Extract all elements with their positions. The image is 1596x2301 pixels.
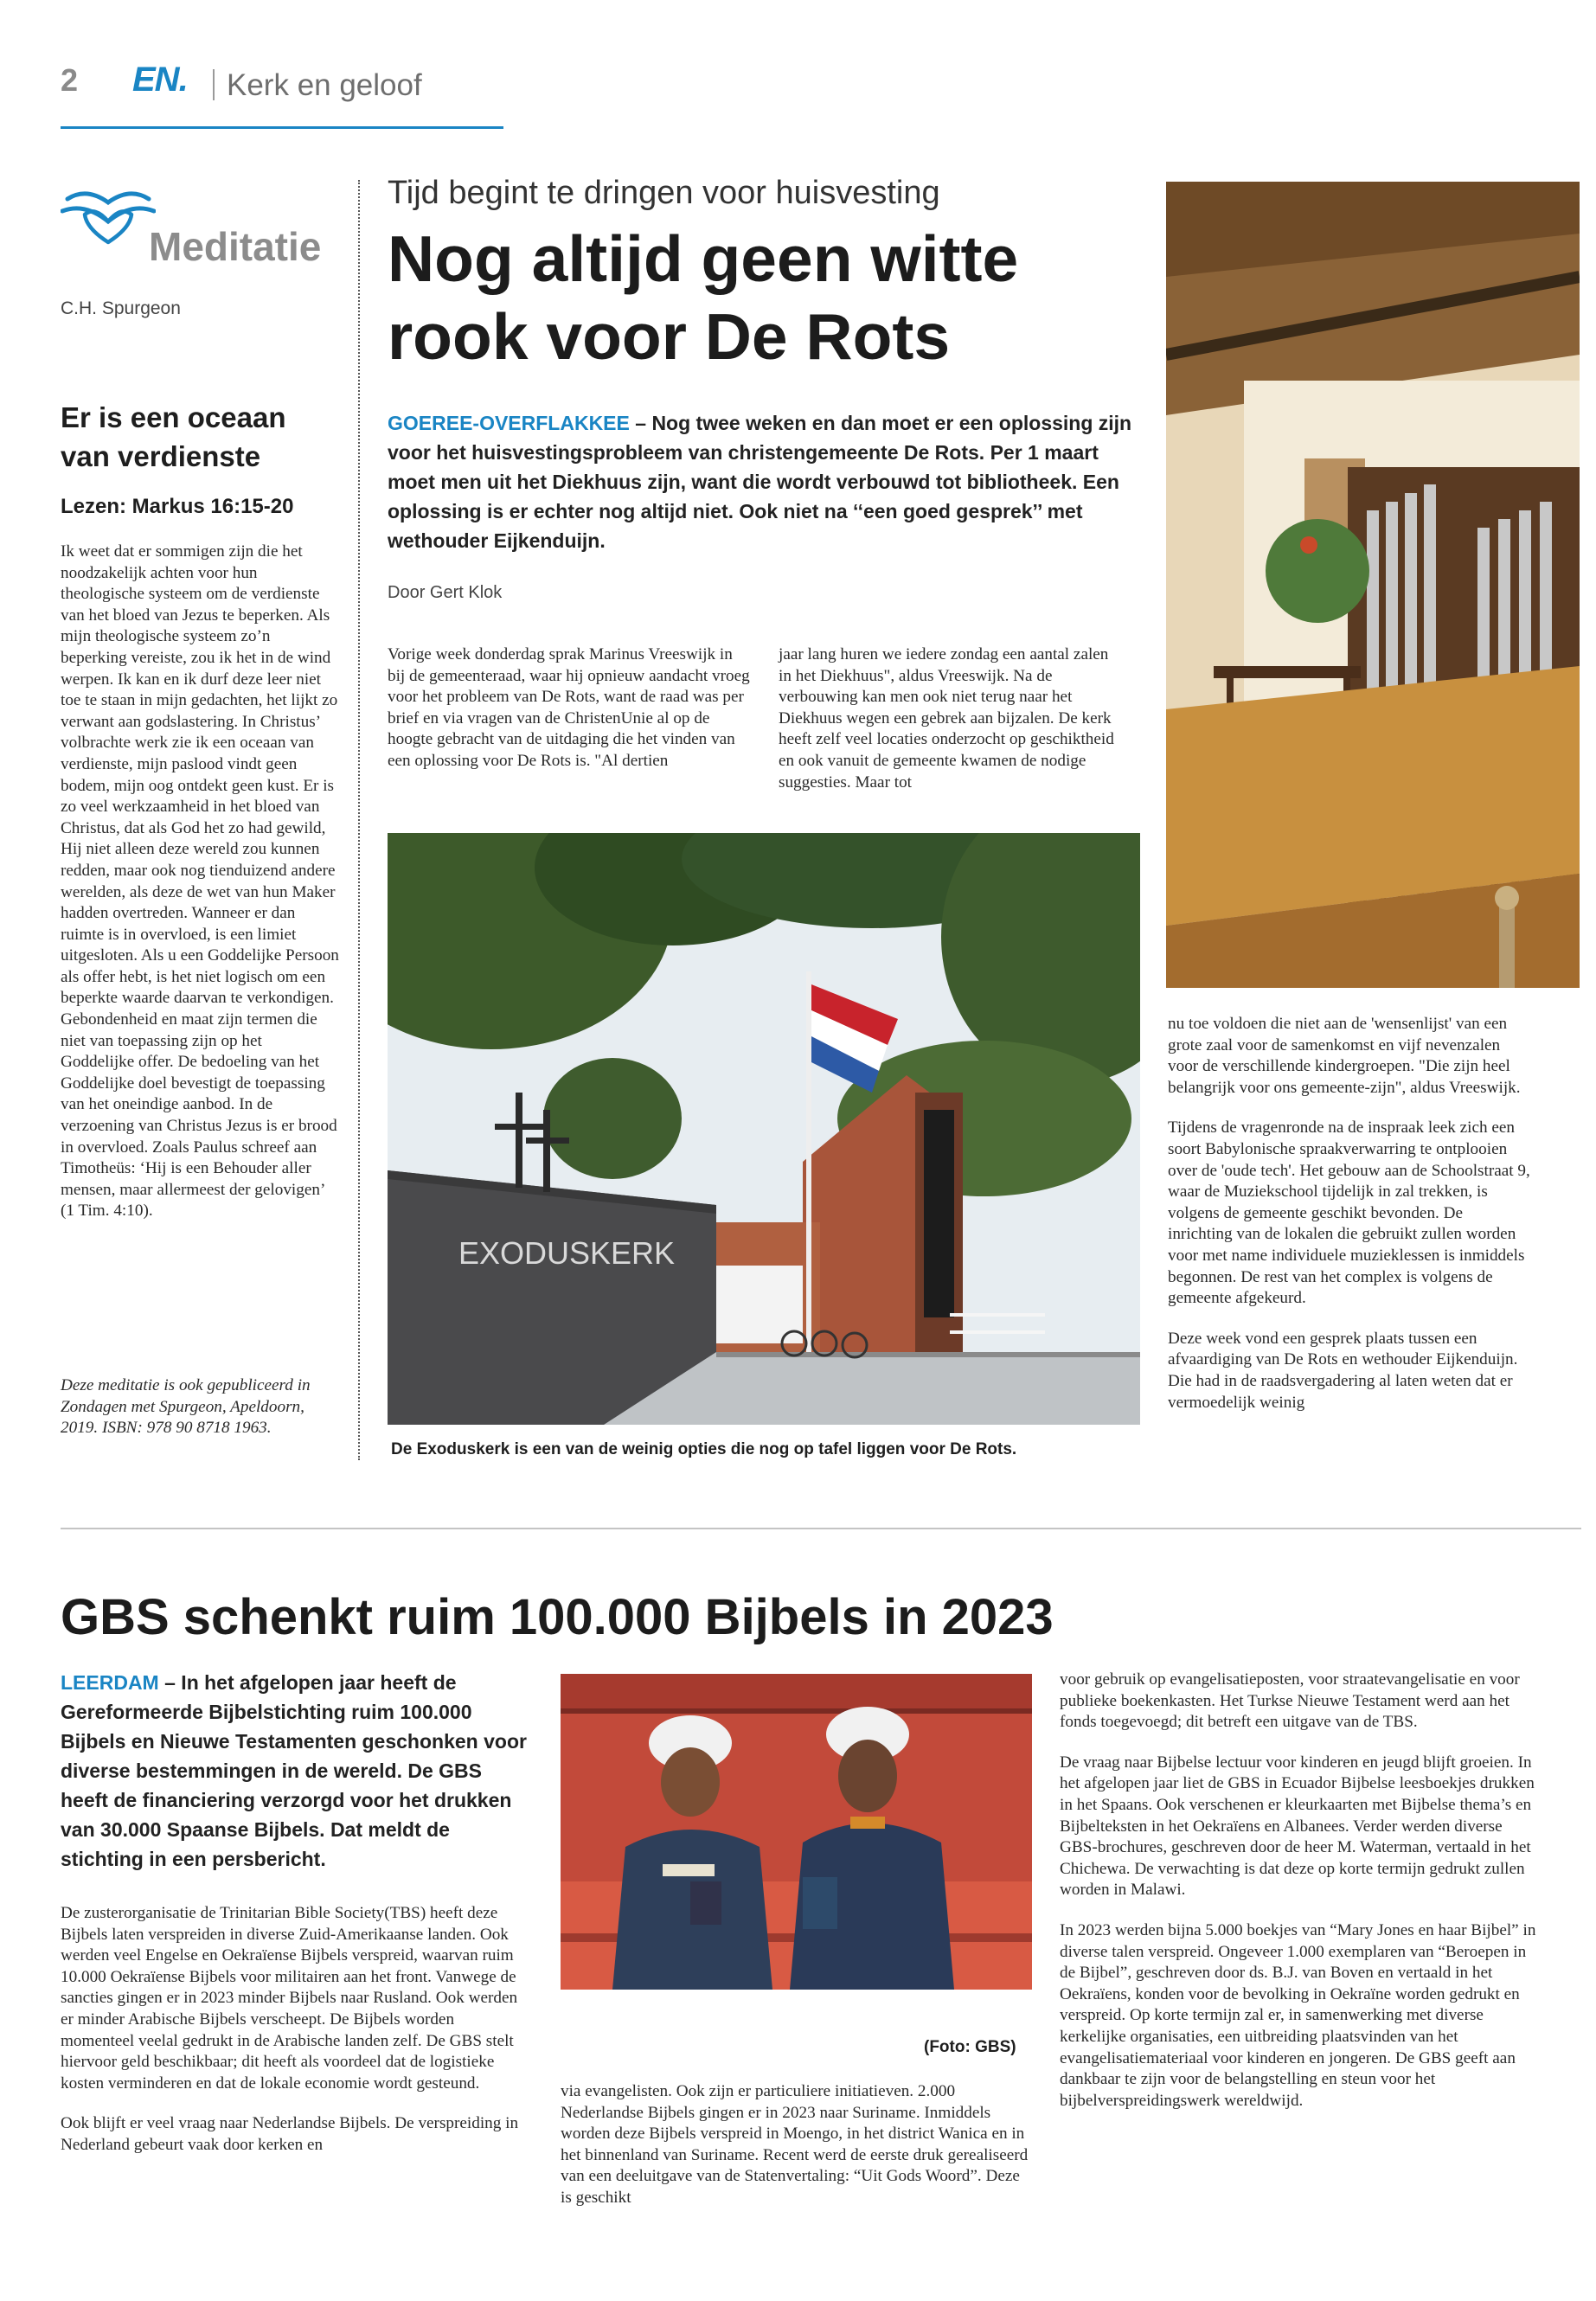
- exoduskerk-photo: [388, 833, 1140, 1425]
- article2-col3-paragraph-3: In 2023 werden bijna 5.000 boekjes van “Mary Jones en haar Bijbel” in diverse talen verspreid. Ongeveer 1.000 exemplaren van “Beroepen in de Bijbel”, geschreven door ds. B.J. van Boven en vertaald in het Oekraïens, konden voor de bevolking in Oekraïne worden gedrukt en verspreid. Op korte termijn zal er, in samenwerking met diverse kerkelijke organisaties, een uitbreiding plaatsvinden van het evangelisatiemateriaal voor kinderen en jongeren. De GBS geeft aan dankbaar te zijn voor de belangstelling en steun voor het bijbelverspreidingswerk wereldwijd.: [1060, 1920, 1536, 2110]
- gbs-photo-credit: (Foto: GBS): [924, 2038, 1016, 2056]
- gbs-photo: [561, 1674, 1032, 1990]
- meditation-label: Meditatie: [149, 224, 322, 269]
- header-divider: [213, 69, 215, 100]
- article2-col3-paragraph-2: De vraag naar Bijbelse lectuur voor kinderen en jeugd blijft groeien. In het afgelopen jaar liet de GBS in Ecuador Bijbelse leesboekjes drukken in het Spaans. Ook verschenen er kleurkaarten met Bijbelse thema’s en Bijbelteksten in het Oekraïens en Albanees. Verder werden diverse GBS-brochures, geschreven door de heer M. Waterman, vertaald in het Chichewa. De verwachting is dat deze op korte termijn gedrukt zullen worden in Malawi.: [1060, 1753, 1535, 1900]
- meditation-title: Er is een oceaan van verdienste: [61, 401, 286, 472]
- article1-headline: Nog altijd geen witte rook voor De Rots: [388, 222, 1019, 373]
- open-book-heart-icon: [61, 180, 156, 249]
- meditation-footnote: Deze meditatie is ook gepubliceerd in Zondagen met Spurgeon, Apeldoorn, 2019. ISBN: 978 90 8718 1963.: [61, 1376, 311, 1438]
- section-rule: [61, 1528, 1581, 1529]
- article1-kicker: Tijd begint te dringen voor huisvesting: [388, 175, 940, 211]
- article1-column-1: Vorige week donderdag sprak Marinus Vreeswijk in bij de gemeenteraad, waar hij opnieuw aandacht vroeg voor het probleem van De Rots, want de raad was per brief en via vragen van de ChristenUnie al op de hoogte gebracht van de uitdaging die het vinden van een oplossing voor De Rots is. "Al dertien: [388, 645, 750, 770]
- meditation-reading: Lezen: Markus 16:15-20: [61, 495, 294, 518]
- exoduskerk-sign-text: EXODUSKERK: [458, 1235, 676, 1271]
- exoduskerk-caption: De Exoduskerk is een van de weinig opties die nog op tafel liggen voor De Rots.: [391, 1440, 1017, 1458]
- article2-column-2: via evangelisten. Ook zijn er particuliere initiatieven. 2.000 Nederlandse Bijbels gingen er in 2023 naar Suriname. Inmiddels worden deze Bijbels verspreid in Moengo, in het district Wanica en in het binnenland van Suriname. Recent werd de eerste druk gerealiseerd van een deeluitgave van de Statenvertaling: “Uit Gods Woord”. Deze is geschikt: [561, 2082, 1029, 2207]
- article1-dateline: GOEREE-OVERFLAKKEE: [388, 412, 630, 434]
- church-interior-photo: [1166, 182, 1580, 988]
- article2-column-3: [1060, 1670, 1544, 2131]
- article2-col3-paragraph-1: voor gebruik op evangelisatieposten, voor straatevangelisatie en voor publieke boekenkasten. Het Turkse Nieuwe Testament werd aan het fonds toegevoegd; dit betreft een uitgave van de TBS.: [1060, 1670, 1520, 1732]
- article1-column-3: [1168, 1014, 1531, 1433]
- article1-lead-text: – Nog twee weken en dan moet er een oplossing zijn voor het huisvestingsprobleem van christengemeente De Rots. Per 1 maart moet men uit het Diekhuus zijn, want die wordt verbouwd tot bibliotheek. Een oplossing is er echter nog altijd niet. Ook niet na ‘‘een goed gesprek’’ met wethouder Eijkenduijn.: [388, 412, 1132, 552]
- article2-headline: GBS schenkt ruim 100.000 Bijbels in 2023: [61, 1589, 1054, 1645]
- article1-col3-paragraph-1: nu toe voldoen die niet aan de 'wensenlijst' van een grote zaal voor de samenkomst en vijf nevenzalen voor de verschillende kindergroepen. "Die zijn heel belangrijk voor ons gemeente-zijn", aldus Vreeswijk.: [1168, 1015, 1521, 1097]
- article2-lead-text: – In het afgelopen jaar heeft de Gereformeerde Bijbelstichting ruim 100.000 Bijbels en Nieuwe Testamenten geschonken voor diverse bestemmingen in de wereld. De GBS heeft de financiering verzorgd voor het drukken van 30.000 Spaanse Bijbels. Dat meldt de stichting in een persbericht.: [61, 1671, 527, 1870]
- article2-dateline: LEERDAM: [61, 1671, 159, 1694]
- article1-col3-paragraph-3: Deze week vond een gesprek plaats tussen een afvaardiging van De Rots en wethouder Eijkenduijn. Die had in de raadsvergadering al laten weten dat er vermoedelijk weinig: [1168, 1329, 1518, 1412]
- column-separator: [358, 180, 360, 1460]
- article2-col1-paragraph-1: De zusterorganisatie de Trinitarian Bible Society(TBS) heeft deze Bijbels laten verspreiden in diverse Zuid-Amerikaanse landen. Ook werden veel Engelse en Oekraïense Bijbels verspreid, waarvan ruim 10.000 Oekraïense Bijbels voor militairen aan het front. Vanwege de sancties gingen er in 2023 minder Bijbels naar Rusland. Ook werden er minder Arabische Bijbels verscheept. De Bijbels worden momenteel veelal gedrukt in de Arabische landen zelf. De GBS stelt hiervoor geld beschikbaar; dit heeft als voordeel dat de logistieke kosten verminderen en dat de lokale economie wordt gesteund.: [61, 1904, 518, 2093]
- article1-column-2: jaar lang huren we iedere zondag een aantal zalen in het Diekhuus", aldus Vreeswijk. Na de verbouwing kan men ook niet terug naar het Diekhuus wegen een gebrek aan bijzalen. De kerk heeft zelf veel locaties onderzocht op geschiktheid en ook vanuit de gemeente kwamen de nodige suggesties. Maar tot: [779, 645, 1114, 792]
- header-rule: [61, 126, 503, 129]
- article1-byline: Door Gert Klok: [388, 583, 503, 602]
- meditation-body: Ik weet dat er sommigen zijn die het noodzakelijk achten voor hun theologische systeem om de verdienste van het bloed van Jezus te beperken. Als mijn theologische systeem zo’n beperking vereiste, zou ik het in de wind werpen. Ik kan en ik durf deze leer niet toe te staan in mijn gedachten, het lijkt zo verwant aan godslastering. In Christus’ volbrachte werk zie ik een oceaan van verdienste, mijn paslood vindt geen bodem, mijn oog ontdekt geen kust. Er is zo veel werkzaamheid in het bloed van Christus, dat als God het zo had gewild, Hij niet alleen deze wereld zou kunnen redden, maar ook nog tienduizend andere werelden, als deze de wet van hun Maker hadden overtreden. Wanneer er dan ruimte is in overvloed, is een limiet uitgesloten. Als u een Goddelijke Persoon als offer hebt, is het niet logisch om een beperkte waarde daarvan te verkondigen. Gebondenheid en maat zijn termen die niet van toepassing zijn op het Goddelijke offer. De bedoeling van het Goddelijke doel bevestigt de toepassing van het oneindige aanbod. In de verzoening van Christus Jezus is er brood in overvloed. Zoals Paulus schreef aan Timotheüs: ‘Hij is een Behouder aller mensen, maar allermeest der gelovigen’ (1 Tim. 4:10).: [61, 542, 339, 1221]
- page-number: 2: [61, 62, 79, 98]
- article2-col1-paragraph-2: Ook blijft er veel vraag naar Nederlandse Bijbels. De verspreiding in Nederland gebeurt vaak door kerken en: [61, 2114, 519, 2154]
- meditation-author: C.H. Spurgeon: [61, 298, 181, 318]
- article2-column-1: [61, 1903, 532, 2176]
- article2-lead: [61, 1668, 528, 1874]
- article1-lead: [388, 408, 1136, 555]
- article1-col3-paragraph-2: Tijdens de vragenronde na de inspraak leek zich een soort Babylonische spraakverwarring te ontplooien over de 'oude tech'. Het gebouw aan de Schoolstraat 9, waar de Muziekschool tijdelijk in zal trekken, is volgens de gemeente geschikt bevonden. De inrichting van de lokalen die gebruikt zullen worden voor met name individuele muzieklessen is inmiddels begonnen. De rest van het complex is volgens de gemeente afgekeurd.: [1168, 1118, 1530, 1308]
- publication-logo: EN.: [132, 61, 188, 99]
- section-title: Kerk en geloof: [227, 68, 422, 102]
